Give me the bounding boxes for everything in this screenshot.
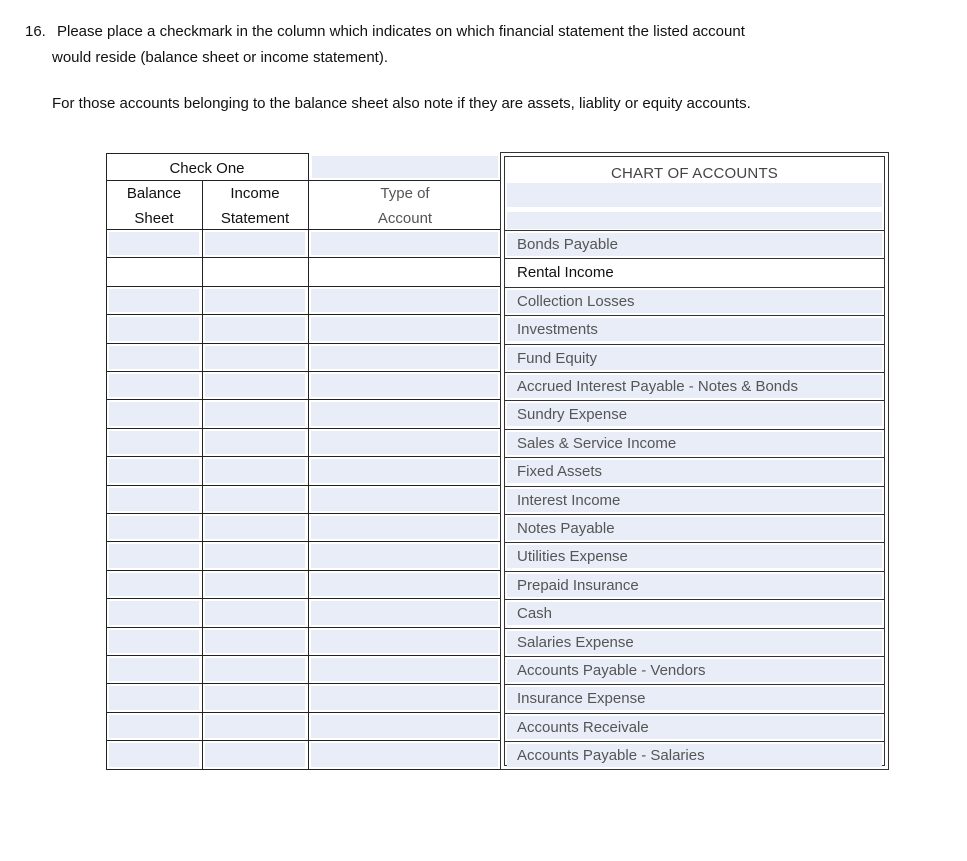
question-text-line-1: Please place a checkmark in the column which indicates on which financial statement the listed account xyxy=(57,23,745,40)
account-name: Accounts Payable - Vendors xyxy=(507,659,882,682)
balance-sheet-cell[interactable] xyxy=(109,431,199,454)
grid-row-line xyxy=(106,769,501,770)
answer-grid xyxy=(106,153,501,769)
income-statement-cell[interactable] xyxy=(205,346,305,369)
account-row xyxy=(505,741,884,770)
balance-sheet-cell[interactable] xyxy=(109,658,199,681)
grid-column-line xyxy=(202,180,203,769)
grid-row-line xyxy=(106,513,501,514)
grid-column-line xyxy=(308,153,309,769)
type-of-account-cell[interactable] xyxy=(311,346,498,369)
grid-row-line xyxy=(106,314,501,315)
grid-row-line xyxy=(106,343,501,344)
question-text-line-2: would reside (balance sheet or income statement). xyxy=(52,49,389,66)
income-statement-cell[interactable] xyxy=(205,601,305,625)
account-name: Accrued Interest Payable - Notes & Bonds xyxy=(507,375,882,398)
type-of-account-cell[interactable] xyxy=(311,232,498,255)
account-row xyxy=(505,486,884,514)
account-row xyxy=(505,315,884,344)
account-row xyxy=(505,429,884,457)
grid-row-line xyxy=(106,627,501,628)
balance-sheet-cell[interactable] xyxy=(109,317,199,341)
income-statement-cell[interactable] xyxy=(205,686,305,710)
grid-row-line xyxy=(106,371,501,372)
balance-sheet-cell[interactable] xyxy=(109,346,199,369)
account-row xyxy=(505,344,884,372)
income-statement-cell[interactable] xyxy=(205,289,305,312)
chart-header-fill xyxy=(507,183,882,207)
type-of-account-cell[interactable] xyxy=(311,658,498,681)
type-of-account-cell[interactable] xyxy=(311,317,498,341)
account-row xyxy=(505,457,884,486)
account-row xyxy=(505,628,884,656)
type-of-account-cell[interactable] xyxy=(311,601,498,625)
account-row xyxy=(505,656,884,684)
balance-sheet-cell[interactable] xyxy=(109,459,199,483)
balance-sheet-cell[interactable] xyxy=(109,260,199,284)
balance-sheet-cell[interactable] xyxy=(109,488,199,511)
grid-row-line xyxy=(106,570,501,571)
grid-row-line xyxy=(106,180,501,181)
balance-sheet-cell[interactable] xyxy=(109,601,199,625)
account-row xyxy=(505,258,884,287)
account-row xyxy=(505,372,884,400)
check-one-header: Check One xyxy=(169,160,245,177)
grid-row-line xyxy=(106,712,501,713)
balance-sheet-cell[interactable] xyxy=(109,743,199,767)
grid-row-line xyxy=(106,740,501,741)
type-of-account-cell[interactable] xyxy=(311,488,498,511)
chart-of-accounts xyxy=(500,152,889,770)
type-of-account-header-line-1: Type of xyxy=(380,185,430,202)
account-row xyxy=(505,713,884,741)
balance-sheet-cell[interactable] xyxy=(109,715,199,738)
chart-header-fill xyxy=(507,212,882,229)
account-name: Sales & Service Income xyxy=(507,432,882,455)
chart-title: CHART OF ACCOUNTS xyxy=(610,165,779,182)
balance-sheet-cell[interactable] xyxy=(109,573,199,596)
type-of-account-cell[interactable] xyxy=(311,402,498,426)
income-statement-cell[interactable] xyxy=(205,715,305,738)
income-statement-cell[interactable] xyxy=(205,431,305,454)
question-number: 16. xyxy=(25,23,46,40)
account-row xyxy=(505,230,884,258)
account-row xyxy=(505,400,884,429)
income-statement-cell[interactable] xyxy=(205,260,305,284)
account-name: Notes Payable xyxy=(507,517,882,540)
income-statement-cell[interactable] xyxy=(205,743,305,767)
type-header-fill xyxy=(312,156,498,178)
balance-sheet-cell[interactable] xyxy=(109,289,199,312)
type-of-account-cell[interactable] xyxy=(311,459,498,483)
balance-sheet-cell[interactable] xyxy=(109,516,199,539)
type-of-account-cell[interactable] xyxy=(311,544,498,568)
type-of-account-cell[interactable] xyxy=(311,516,498,539)
grid-row-line xyxy=(106,428,501,429)
account-name: Prepaid Insurance xyxy=(507,574,882,597)
income-statement-cell[interactable] xyxy=(205,516,305,539)
grid-row-line xyxy=(106,153,308,154)
account-name: Bonds Payable xyxy=(507,233,882,256)
account-name: Cash xyxy=(507,602,882,625)
account-name: Accounts Receivale xyxy=(507,716,882,739)
grid-row-line xyxy=(106,229,501,230)
question-instruction: For those accounts belonging to the balance sheet also note if they are assets, liablity or equity accounts. xyxy=(52,95,751,112)
type-of-account-cell[interactable] xyxy=(311,686,498,710)
income-statement-cell[interactable] xyxy=(205,317,305,341)
account-name: Interest Income xyxy=(507,489,882,512)
balance-sheet-cell[interactable] xyxy=(109,630,199,653)
income-statement-header-line-2: Statement xyxy=(220,210,290,227)
income-statement-cell[interactable] xyxy=(205,402,305,426)
grid-row-line xyxy=(106,456,501,457)
type-of-account-cell[interactable] xyxy=(311,431,498,454)
type-of-account-cell[interactable] xyxy=(311,743,498,767)
account-name: Rental Income xyxy=(507,261,882,284)
type-of-account-cell[interactable] xyxy=(311,374,498,397)
grid-row-line xyxy=(106,485,501,486)
income-statement-cell[interactable] xyxy=(205,630,305,653)
income-statement-cell[interactable] xyxy=(205,658,305,681)
income-statement-cell[interactable] xyxy=(205,459,305,483)
income-statement-cell[interactable] xyxy=(205,488,305,511)
balance-sheet-header-line-2: Sheet xyxy=(134,210,174,227)
account-name: Fixed Assets xyxy=(507,460,882,483)
grid-row-line xyxy=(106,683,501,684)
grid-row-line xyxy=(106,541,501,542)
account-name: Accounts Payable - Salaries xyxy=(507,744,882,767)
account-row xyxy=(505,684,884,713)
account-name: Utilities Expense xyxy=(507,545,882,568)
account-row xyxy=(505,287,884,315)
income-statement-cell[interactable] xyxy=(205,573,305,596)
balance-sheet-cell[interactable] xyxy=(109,544,199,568)
income-statement-cell[interactable] xyxy=(205,374,305,397)
grid-row-line xyxy=(106,655,501,656)
type-of-account-cell[interactable] xyxy=(311,715,498,738)
grid-column-line xyxy=(106,153,107,769)
balance-sheet-cell[interactable] xyxy=(109,374,199,397)
account-name: Sundry Expense xyxy=(507,403,882,426)
account-name: Investments xyxy=(507,318,882,341)
account-row xyxy=(505,571,884,599)
balance-sheet-cell[interactable] xyxy=(109,232,199,255)
account-name: Salaries Expense xyxy=(507,631,882,654)
grid-row-line xyxy=(106,598,501,599)
type-of-account-header-line-2: Account xyxy=(377,210,433,227)
balance-sheet-cell[interactable] xyxy=(109,686,199,710)
grid-row-line xyxy=(106,286,501,287)
account-row xyxy=(505,599,884,628)
income-statement-header-line-1: Income xyxy=(230,185,280,202)
grid-row-line xyxy=(106,257,501,258)
account-row xyxy=(505,542,884,571)
balance-sheet-header-line-1: Balance xyxy=(126,185,182,202)
type-of-account-cell[interactable] xyxy=(311,630,498,653)
grid-row-line xyxy=(106,399,501,400)
balance-sheet-cell[interactable] xyxy=(109,402,199,426)
type-of-account-cell[interactable] xyxy=(311,289,498,312)
account-row xyxy=(505,514,884,542)
income-statement-cell[interactable] xyxy=(205,232,305,255)
account-name: Insurance Expense xyxy=(507,687,882,710)
account-name: Collection Losses xyxy=(507,290,882,313)
income-statement-cell[interactable] xyxy=(205,544,305,568)
type-of-account-cell[interactable] xyxy=(311,573,498,596)
type-of-account-cell[interactable] xyxy=(311,260,498,284)
account-name: Fund Equity xyxy=(507,347,882,370)
